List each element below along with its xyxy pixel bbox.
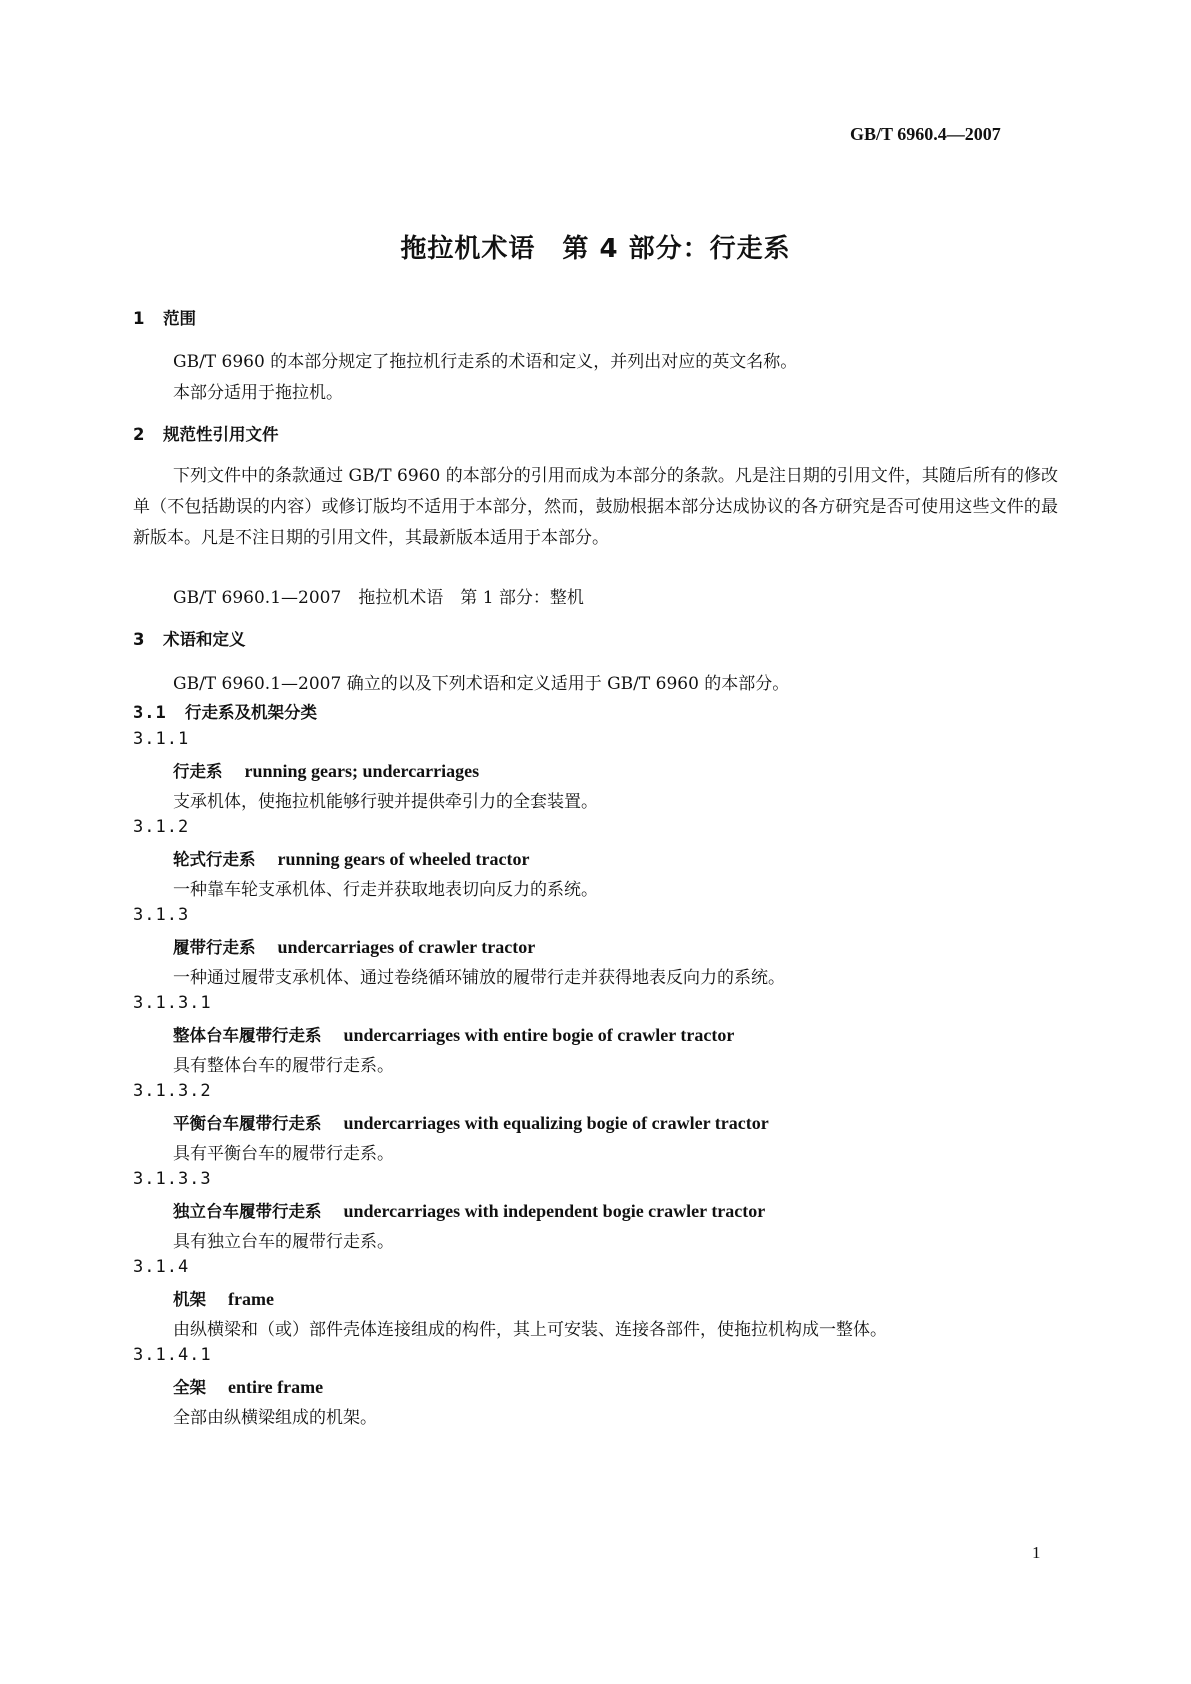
section-3-intro: GB/T 6960.1—2007 确立的以及下列术语和定义适用于 GB/T 6960 的本部分。 — [173, 674, 790, 694]
subsection-title: 行走系及机架分类 — [185, 703, 317, 722]
term-english: undercarriages with equalizing bogie of crawler tractor — [343, 1113, 769, 1133]
term-heading — [173, 846, 529, 870]
term-definition: 具有平衡台车的履带行走系。 — [173, 1144, 394, 1164]
term-chinese: 履带行走系 — [173, 938, 256, 957]
term-heading — [173, 1022, 734, 1046]
term-chinese: 轮式行走系 — [173, 850, 256, 869]
section-title: 规范性引用文件 — [163, 425, 279, 444]
term-definition: 一种通过履带支承机体、通过卷绕循环铺放的履带行走并获得地表反向力的系统。 — [173, 968, 785, 988]
term-english: frame — [228, 1289, 274, 1309]
term-chinese: 独立台车履带行走系 — [173, 1202, 322, 1221]
term-definition: 一种靠车轮支承机体、行走并获取地表切向反力的系统。 — [173, 880, 598, 900]
section-title: 术语和定义 — [163, 630, 246, 649]
section-number: 2 — [133, 425, 145, 444]
term-heading — [173, 1198, 765, 1222]
standard-number: GB/T 6960.4—2007 — [850, 124, 1001, 144]
section-3-heading — [133, 626, 246, 650]
term-chinese: 行走系 — [173, 762, 223, 781]
normative-reference: GB/T 6960.1—2007 拖拉机术语 第 1 部分：整机 — [173, 588, 584, 608]
term-chinese: 平衡台车履带行走系 — [173, 1114, 322, 1133]
term-definition: 支承机体，使拖拉机能够行驶并提供牵引力的全套装置。 — [173, 792, 598, 812]
term-heading — [173, 1286, 274, 1310]
term-heading — [173, 1374, 323, 1398]
term-number: 3.1.3.3 — [133, 1169, 212, 1189]
term-english: undercarriages with independent bogie crawler tractor — [343, 1201, 766, 1221]
subsection-3-1-heading — [133, 699, 317, 723]
document-title: 拖拉机术语 第 4 部分：行走系 — [400, 234, 791, 264]
term-english: running gears of wheeled tractor — [277, 849, 530, 869]
term-number: 3.1.3 — [133, 905, 190, 925]
section-1-heading — [133, 305, 196, 329]
term-number: 3.1.4.1 — [133, 1345, 212, 1365]
term-number: 3.1.3.1 — [133, 993, 212, 1013]
section-1-paragraph-2: 本部分适用于拖拉机。 — [173, 383, 343, 403]
term-number: 3.1.1 — [133, 729, 190, 749]
subsection-number: 3.1 — [133, 703, 167, 723]
term-english: entire frame — [228, 1377, 324, 1397]
section-2-heading — [133, 421, 279, 445]
term-chinese: 全架 — [173, 1378, 206, 1397]
term-definition: 由纵横梁和（或）部件壳体连接组成的构件，其上可安装、连接各部件，使拖拉机构成一整体。 — [173, 1320, 887, 1340]
term-english: undercarriages with entire bogie of crawler tractor — [343, 1025, 735, 1045]
term-number: 3.1.4 — [133, 1257, 190, 1277]
term-definition: 全部由纵横梁组成的机架。 — [173, 1408, 377, 1428]
term-number: 3.1.2 — [133, 817, 190, 837]
term-chinese: 整体台车履带行走系 — [173, 1026, 322, 1045]
term-heading — [173, 1110, 769, 1134]
page-number: 1 — [1032, 1543, 1041, 1562]
term-chinese: 机架 — [173, 1290, 206, 1309]
section-1-paragraph-1: GB/T 6960 的本部分规定了拖拉机行走系的术语和定义，并列出对应的英文名称。 — [173, 352, 798, 372]
section-number: 1 — [133, 309, 145, 328]
term-english: running gears; undercarriages — [244, 761, 480, 781]
term-definition: 具有独立台车的履带行走系。 — [173, 1232, 394, 1252]
term-definition: 具有整体台车的履带行走系。 — [173, 1056, 394, 1076]
term-heading — [173, 758, 479, 782]
section-2-paragraph: 下列文件中的条款通过 GB/T 6960 的本部分的引用而成为本部分的条款。凡是注日期的引用文件，其随后所有的修改单（不包括勘误的内容）或修订版均不适用于本部分，然而，鼓励根据本部分达成协议的各方研究是否可使用这些文件的最新版本。凡是不注日期的引用文件，其最新版本适用于本部分。 — [133, 466, 1058, 548]
section-number: 3 — [133, 630, 145, 649]
term-english: undercarriages of crawler tractor — [277, 937, 536, 957]
term-heading — [173, 934, 535, 958]
section-title: 范围 — [163, 309, 196, 328]
term-number: 3.1.3.2 — [133, 1081, 212, 1101]
